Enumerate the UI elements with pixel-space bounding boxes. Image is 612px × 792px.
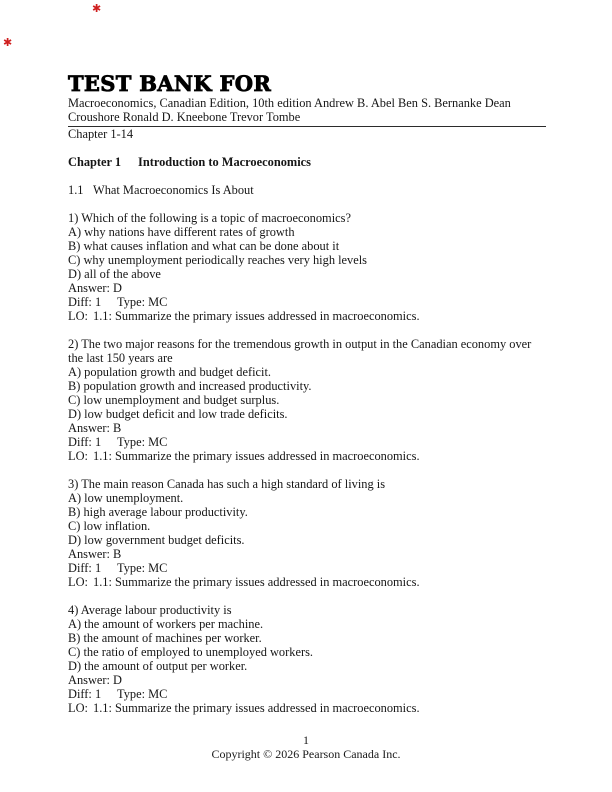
section-number: 1.1	[68, 183, 84, 197]
lo-text: 1.1: Summarize the primary issues addressed in macroeconomics.	[93, 575, 420, 589]
type-label: Type: MC	[117, 295, 168, 309]
section-heading	[68, 183, 546, 197]
answer-line	[68, 673, 546, 687]
choice-line-c: C) low unemployment and budget surplus.	[68, 393, 280, 407]
choice-line-d: D) low government budget deficits.	[68, 533, 245, 547]
page-footer	[0, 733, 612, 761]
choice-line-a: A) population growth and budget deficit.	[68, 365, 272, 379]
learning-objective-line	[68, 575, 546, 589]
choice-line-b: B) population growth and increased productivity.	[68, 379, 312, 393]
choice-line-b: B) high average labour productivity.	[68, 505, 248, 519]
diff-type-line	[68, 687, 546, 701]
choice-line-a: A) the amount of workers per machine.	[68, 617, 264, 631]
question-block-3	[68, 477, 546, 589]
question-stem: 3) The main reason Canada has such a high standard of living is	[68, 477, 386, 491]
answer-label: Answer:	[68, 673, 110, 687]
learning-objective-line	[68, 449, 546, 463]
answer-line	[68, 281, 546, 295]
page-number: 1	[303, 733, 309, 747]
page-title: TEST BANK FOR	[68, 71, 272, 96]
choice-line-b: B) the amount of machines per worker.	[68, 631, 262, 645]
book-subtitle	[68, 96, 546, 124]
copyright-notice: Copyright © 2026 Pearson Canada Inc.	[211, 747, 401, 761]
answer-value: B	[113, 547, 122, 561]
difficulty-label: Diff: 1	[68, 561, 102, 575]
question-block-1	[68, 211, 546, 323]
question-block-2	[68, 337, 546, 463]
answer-label: Answer:	[68, 421, 110, 435]
answer-label: Answer:	[68, 281, 110, 295]
answer-label: Answer:	[68, 547, 110, 561]
diff-type-line	[68, 435, 546, 449]
book-subtitle-line1: Macroeconomics, Canadian Edition, 10th edition Andrew B. Abel Ben S. Bernanke Dean	[68, 96, 511, 110]
chapter-title: Introduction to Macroeconomics	[138, 155, 311, 169]
chapter-range-label: Chapter 1-14	[68, 127, 134, 141]
lo-text: 1.1: Summarize the primary issues addressed in macroeconomics.	[93, 449, 420, 463]
answer-line	[68, 547, 546, 561]
difficulty-label: Diff: 1	[68, 295, 102, 309]
choice-line-b: B) what causes inflation and what can be done about it	[68, 239, 340, 253]
lo-text: 1.1: Summarize the primary issues addressed in macroeconomics.	[93, 309, 420, 323]
diff-type-line	[68, 295, 546, 309]
choice-line-d: D) all of the above	[68, 267, 161, 281]
red-asterisk-annotation-icon: ✱	[92, 2, 102, 15]
learning-objective-line	[68, 701, 546, 715]
chapter-number: Chapter 1	[68, 155, 122, 169]
question-stem: 2) The two major reasons for the tremendous growth in output in the Canadian economy over the last 150 years are	[68, 337, 532, 365]
lo-label: LO:	[68, 575, 88, 589]
lo-label: LO:	[68, 701, 88, 715]
choice-line-a: A) why nations have different rates of growth	[68, 225, 295, 239]
type-label: Type: MC	[117, 687, 168, 701]
lo-label: LO:	[68, 309, 88, 323]
diff-type-line	[68, 561, 546, 575]
lo-text: 1.1: Summarize the primary issues addressed in macroeconomics.	[93, 701, 420, 715]
lo-label: LO:	[68, 449, 88, 463]
choice-line-c: C) why unemployment periodically reaches very high levels	[68, 253, 368, 267]
book-subtitle-line2: Croushore Ronald D. Kneebone Trevor Tombe	[68, 110, 301, 124]
choice-line-c: C) low inflation.	[68, 519, 151, 533]
type-label: Type: MC	[117, 435, 168, 449]
red-asterisk-annotation-icon: ✱	[3, 36, 13, 49]
page-body	[68, 72, 546, 729]
chapter-heading	[68, 155, 546, 169]
difficulty-label: Diff: 1	[68, 435, 102, 449]
choice-line-c: C) the ratio of employed to unemployed workers.	[68, 645, 313, 659]
learning-objective-line	[68, 309, 546, 323]
section-title: What Macroeconomics Is About	[93, 183, 254, 197]
choice-line-a: A) low unemployment.	[68, 491, 184, 505]
answer-value: D	[113, 673, 122, 687]
choice-line-d: D) the amount of output per worker.	[68, 659, 248, 673]
question-stem: 4) Average labour productivity is	[68, 603, 232, 617]
answer-value: B	[113, 421, 122, 435]
answer-line	[68, 421, 546, 435]
difficulty-label: Diff: 1	[68, 687, 102, 701]
answer-value: D	[113, 281, 122, 295]
choice-line-d: D) low budget deficit and low trade deficits.	[68, 407, 288, 421]
question-stem: 1) Which of the following is a topic of macroeconomics?	[68, 211, 351, 225]
question-block-4	[68, 603, 546, 715]
type-label: Type: MC	[117, 561, 168, 575]
